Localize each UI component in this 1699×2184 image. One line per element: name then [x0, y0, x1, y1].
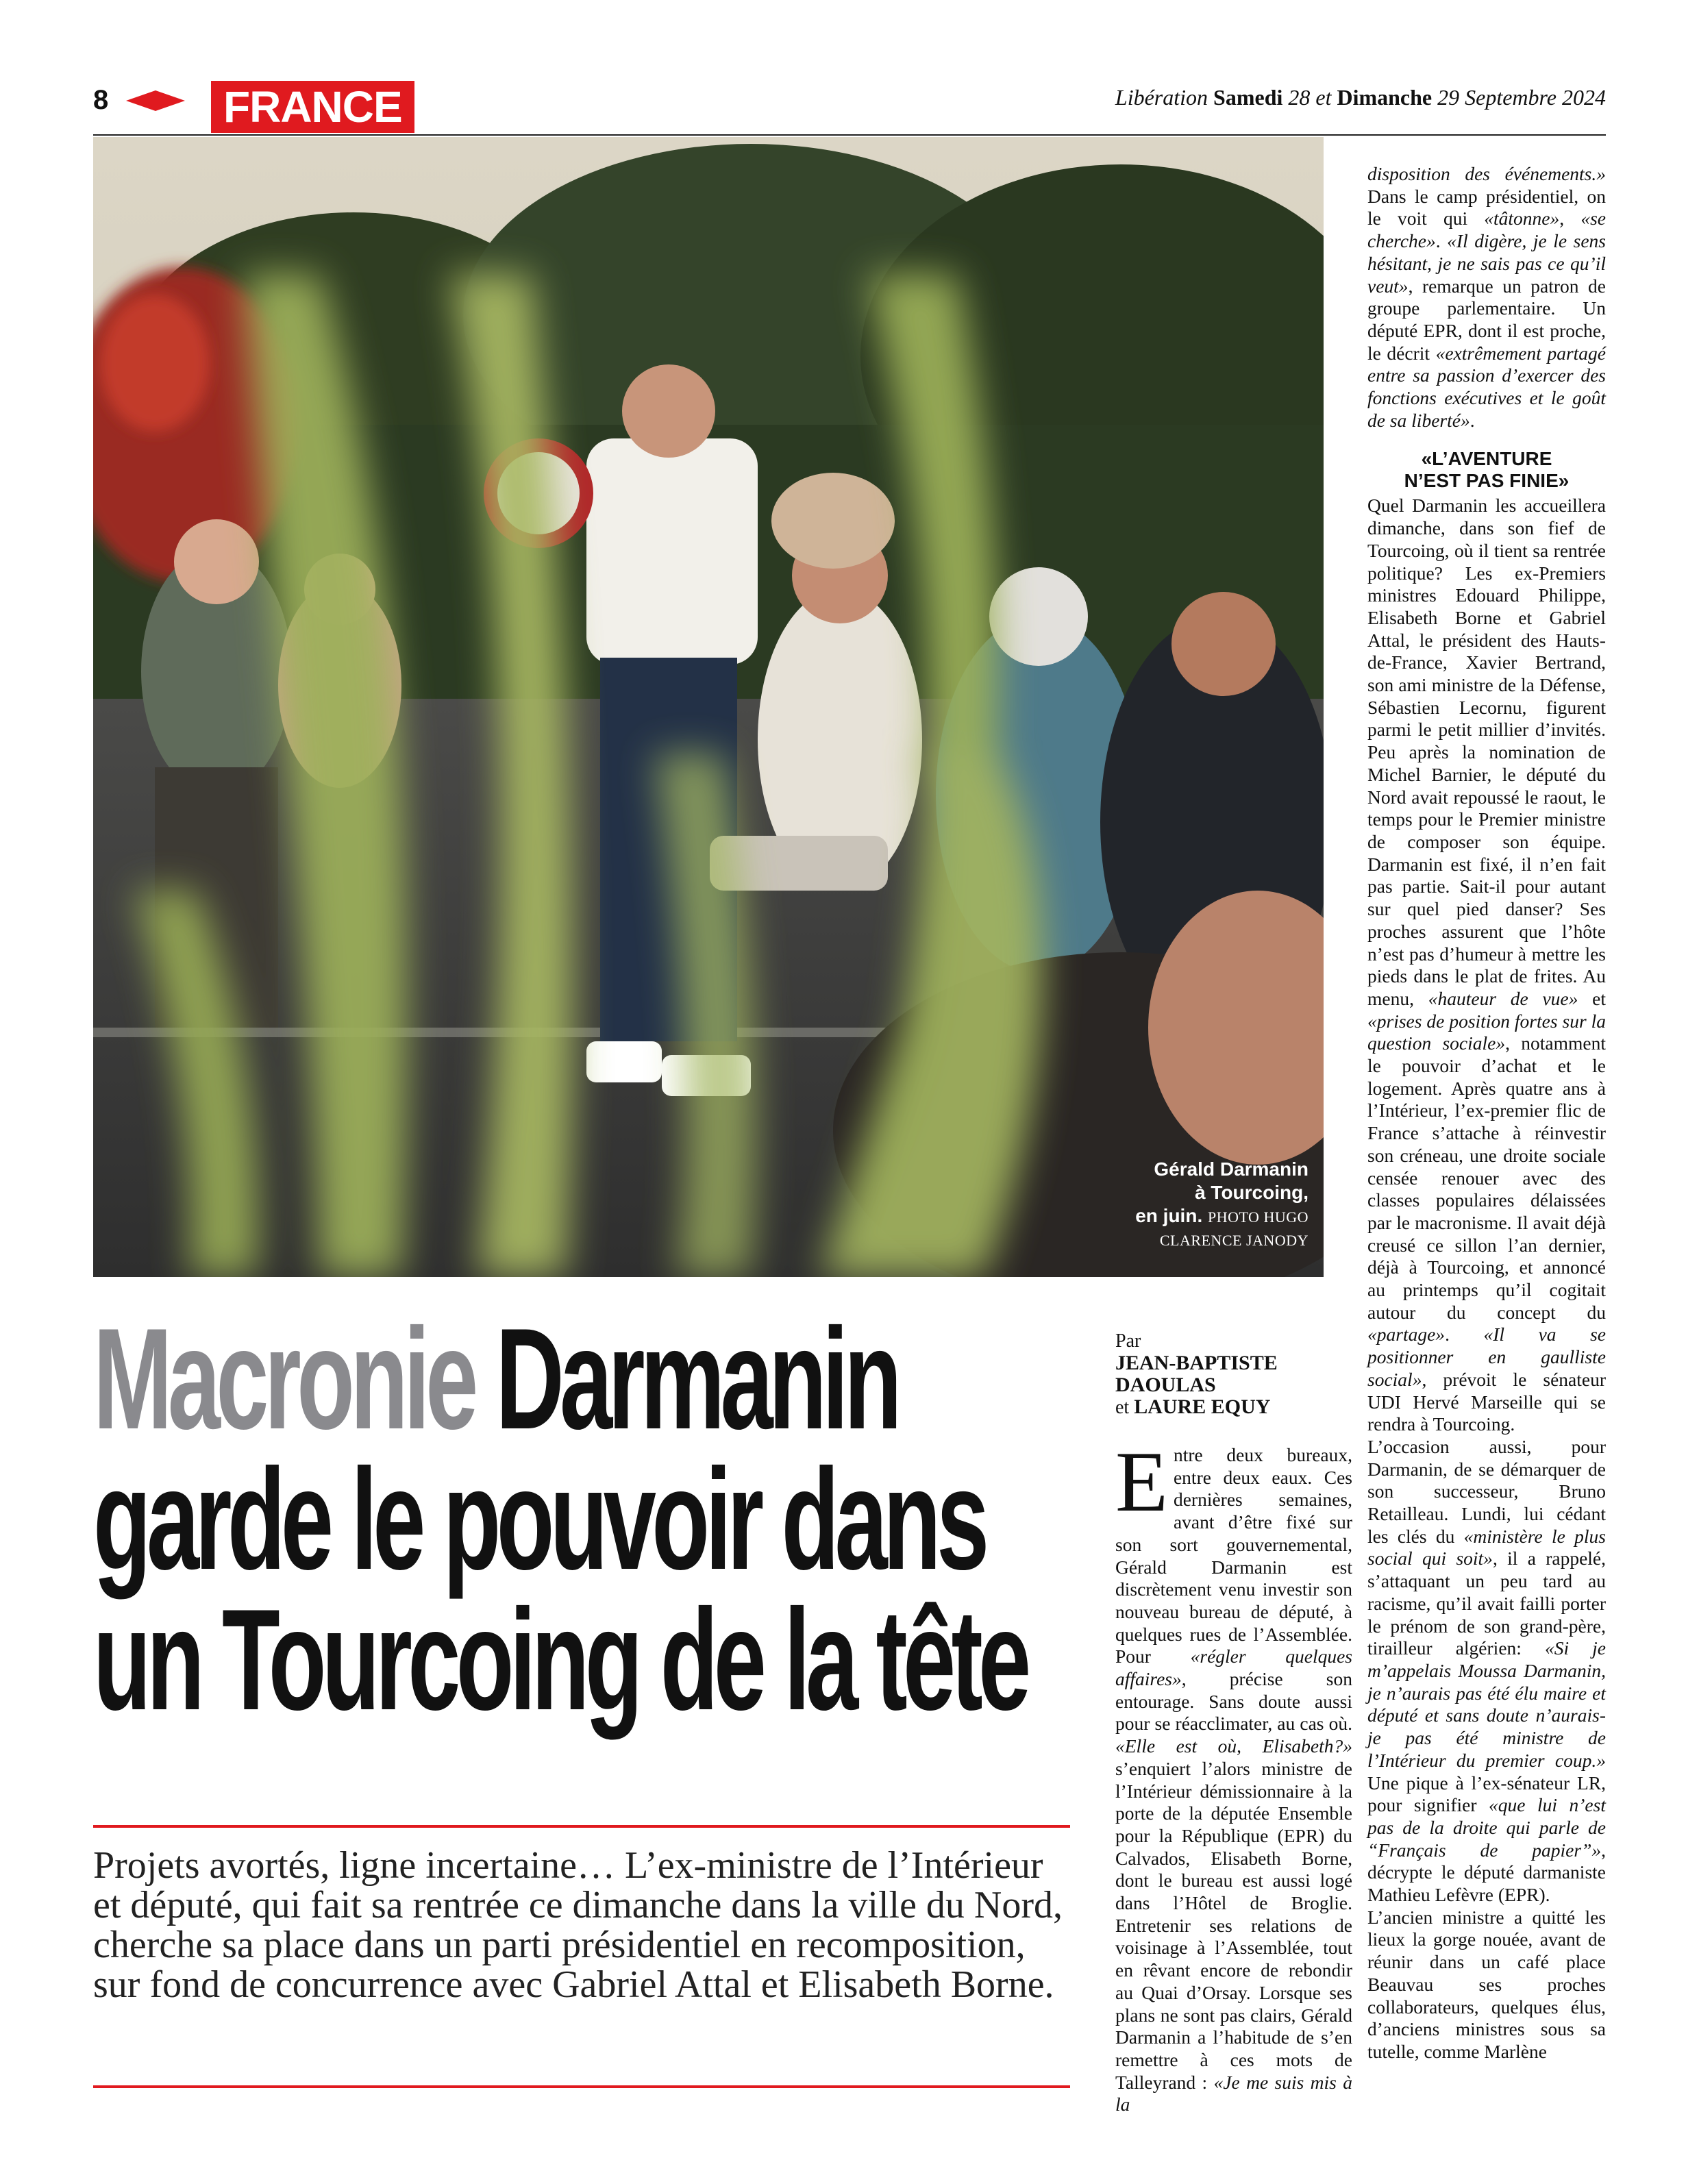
caption-line-2: à Tourcoing,	[1195, 1182, 1309, 1203]
author-1-line-1: JEAN-BAPTISTE	[1115, 1352, 1278, 1374]
standfirst: Projets avortés, ligne incertaine… L’ex-ministre de l’Intérieur et député, qui fait sa rentrée ce dimanche dans la ville du Nord, cherche sa place dans un parti présidentiel en recomposition, sur fond de concurrence avec Gabriel Attal et Elisabeth Borne.	[93, 1844, 1063, 2006]
text-run: , remarque un patron de groupe parlementaire. Un député EPR, dont il est proche, le décrit	[1367, 275, 1606, 364]
quote-run: disposition des événements.»	[1367, 163, 1606, 184]
page-number: 8	[93, 85, 109, 115]
author-2: LAURE EQUY	[1134, 1395, 1271, 1418]
text-run: Quel Darmanin les accueillera dimanche, dans son fief de Tourcoing, où il tient sa rentrée politique? Les ex-Premiers ministres Edouard Philippe, Elisabeth Borne et Gabriel Attal, le président des Hauts-de-France, Xavier Bertrand, son ami ministre de la Défense, Sébastien Lecornu, figurent parmi le petit millier d’invités. Peu après la nomination de Michel Barnier, le député du Nord avait repoussé le raout, le temps pour le Premier ministre de composer son équipe. Darmanin est fixé, il n’en fait pas partie. Sait-il pour autant sur quel pied danser? Ses proches assurent que l’hôte n’est pas d’humeur à mettre les pieds dans le plat de frites. Au menu,	[1367, 495, 1606, 1009]
headline	[93, 1298, 1106, 1740]
author-1-line-2: DAOULAS	[1115, 1374, 1216, 1396]
text-run: , précise son entourage. Sans doute aussi pour se réacclimater, au cas où.	[1115, 1668, 1352, 1735]
masthead-date2: 29 Septembre 2024	[1437, 85, 1606, 110]
masthead-date	[1115, 85, 1606, 110]
standfirst-bottom-rule	[93, 2085, 1070, 2088]
article-paragraph	[1367, 495, 1606, 1436]
byline-par: Par	[1115, 1330, 1141, 1352]
article-paragraph	[1115, 1435, 1352, 2116]
headline-kicker: Macronie	[93, 1298, 474, 1459]
quote-run: «ministère le plus social qui soit»	[1367, 1525, 1606, 1569]
text-run: L’occasion aussi, pour Darmanin, de se démarquer de son successeur, Bruno Retailleau. Lundi, lui cédant les clés du	[1367, 1435, 1606, 1547]
article-paragraph: L’ancien ministre a quitté les lieux la gorge nouée, avant de réunir dans un café place Beauvau ses proches collaborateurs, quelques élus, d’anciens ministres sous sa tutelle, comme Marlène	[1367, 1906, 1606, 2062]
section-diamond-icon	[126, 90, 185, 111]
subheading	[1367, 448, 1606, 492]
text-run: , notamment le pouvoir d’achat et le logement. Après quatre ans à l’Intérieur, l’ex-premier flic de France s’attache à réinvestir son créneau, une droite sociale censée renouer avec des classes populaires délaissées par le macronisme. Il avait déjà creusé ce sillon l’an dernier, déjà à Tourcoing, et annoncé au printemps qu’il cogitait autour du concept du	[1367, 1032, 1606, 1323]
text-run: , décrypte le député darmaniste Mathieu Lefèvre (EPR).	[1367, 1839, 1606, 1906]
article-column-middle	[1115, 1435, 1352, 2116]
text-run: .	[1445, 1324, 1484, 1345]
quote-run: «que lui n’est pas de la droite qui parle de “Français de papier”»	[1367, 1794, 1606, 1861]
author-2-line	[1115, 1396, 1314, 1419]
quote-run: «Il digère, je le sens hésitant, je ne sais pas ce qu’il veut»	[1367, 230, 1606, 297]
quote-run: «extrêmement partagé entre sa passion d’exercer des fonctions exécutives et le goût de sa liberté»	[1367, 342, 1606, 431]
text-run: s’enquiert l’alors ministre de l’Intérieur démissionnaire à la porte de la députée Ensemble pour la République (EPR) du Calvados, Elisabeth Borne, dont le bureau est aussi logé dans l’Hôtel de Broglie. Entretenir ses relations de voisinage à l’Assemblée, tout en rêvant encore de rebondir au Quai d’Orsay. Lorsque ses plans ne sont pas clairs, Gérald Darmanin a l’habitude de s’en remettre à ces mots de Talleyrand :	[1115, 1757, 1352, 2093]
section-label: FRANCE	[211, 81, 414, 133]
caption-line-3-text: en juin.	[1135, 1205, 1203, 1226]
text-run: Une pique à l’ex-sénateur LR, pour signifier	[1367, 1772, 1606, 1816]
quote-run: «régler quelques affaires»	[1115, 1646, 1352, 1690]
photo-credit-2: CLARENCE JANODY	[1159, 1232, 1309, 1249]
text-run: .	[1435, 230, 1448, 252]
text-run: .	[1469, 409, 1475, 431]
subheading-line-1: «L’AVENTURE	[1421, 448, 1552, 470]
photo-caption	[1103, 1158, 1309, 1252]
text-run: et	[1578, 987, 1606, 1009]
text-run: Dans le camp présidentiel, on le voit qui	[1367, 185, 1606, 229]
article-paragraph	[1367, 163, 1606, 432]
text-run: ntre deux bureaux, entre deux eaux. Ces dernières semaines, avant d’être fixé sur son sort gouvernemental, Gérald Darmanin est discrètement venu investir son nouveau bureau de député, à quelques rues de l’Assemblée. Pour	[1115, 1444, 1352, 1667]
text-run: ,	[1559, 208, 1581, 229]
quote-run: «se cherche»	[1367, 208, 1606, 252]
quote-run: «Il va se positionner en gaulliste social»	[1367, 1324, 1606, 1390]
masthead-paper: Libération	[1115, 85, 1208, 110]
text-run: , prévoit le sénateur UDI Hervé Marseille qui se rendra à Tourcoing.	[1367, 1368, 1606, 1435]
header-divider	[93, 134, 1606, 136]
subheading-line-2: N’EST PAS FINIE»	[1404, 470, 1570, 492]
headline-line-3: un Tourcoing de la tête	[93, 1579, 1027, 1740]
standfirst-top-rule	[93, 1825, 1070, 1828]
text-run: , il a rappelé, s’attaquant un peu tard au racisme, qu’il avait failli porter le prénom de son grand-père, tirailleur algérien:	[1367, 1548, 1607, 1659]
quote-run: «Je me suis mis à la	[1115, 2071, 1352, 2115]
masthead-date1: 28 et	[1288, 85, 1332, 110]
quote-run: «hauteur de vue»	[1428, 987, 1578, 1009]
headline-line-1	[93, 1298, 1106, 1459]
quote-run: «Si je m’appelais Moussa Darmanin, je n’aurais pas été élu maire et député et sans doute n’aurais-je pas été ministre de l’Intérieur du premier coup.»	[1367, 1637, 1606, 1771]
quote-run: «partage»	[1367, 1324, 1446, 1345]
article-paragraph	[1367, 1436, 1606, 1907]
quote-run: «prises de position fortes sur la question sociale»	[1367, 1010, 1606, 1054]
byline-et: et	[1115, 1397, 1130, 1418]
headline-line-2: garde le pouvoir dans	[93, 1439, 985, 1600]
masthead-day1: Samedi	[1213, 85, 1283, 110]
byline	[1115, 1330, 1314, 1419]
caption-line-1: Gérald Darmanin	[1154, 1158, 1309, 1180]
photo-credit-1: PHOTO HUGO	[1208, 1208, 1309, 1226]
caption-line-3	[1103, 1204, 1309, 1229]
article-column-right	[1367, 163, 1606, 2063]
quote-run: «Elle est où, Elisabeth?»	[1115, 1735, 1352, 1757]
masthead-day2: Dimanche	[1337, 85, 1433, 110]
headline-line-1-text: Darmanin	[495, 1298, 898, 1459]
quote-run: «tâtonne»	[1484, 208, 1560, 229]
drop-cap: E	[1115, 1435, 1168, 1530]
article-photo	[93, 137, 1324, 1277]
